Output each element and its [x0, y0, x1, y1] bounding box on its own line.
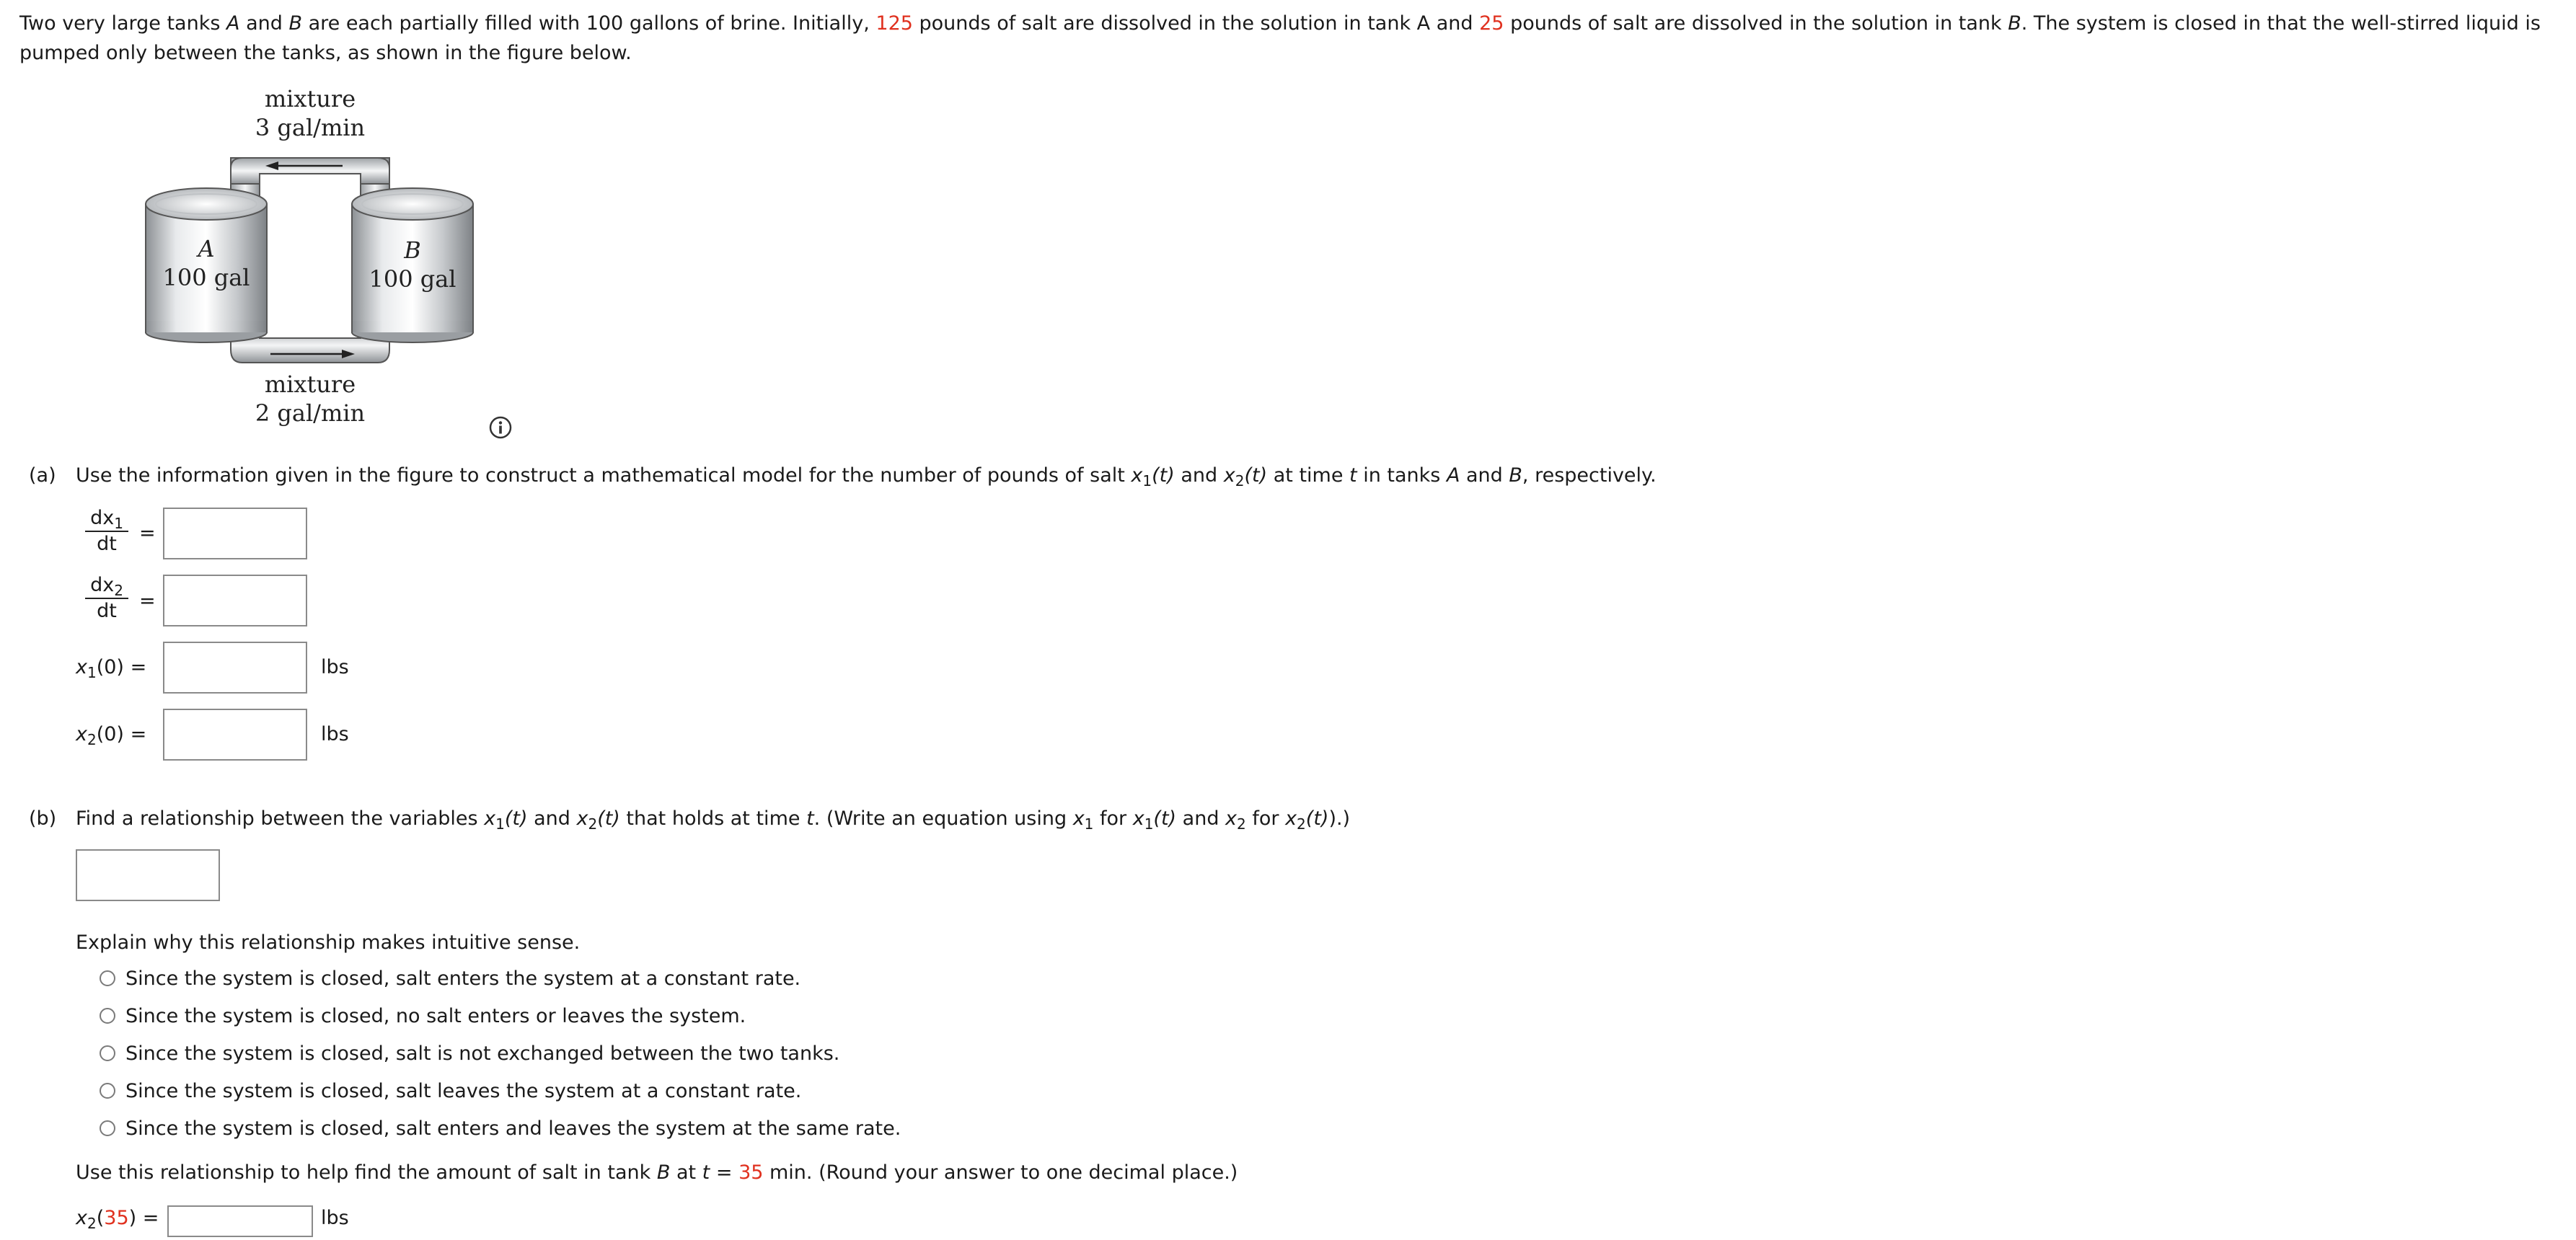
- part-b-label: (b): [29, 807, 57, 830]
- part-b-question: Find a relationship between the variables $x_1(t)$ and $x_2(t)$ that holds at time t. (Write an equation using $x_1$ for $x_1(t)$ and $x_2$ for $x_2(t)$).): [76, 807, 1351, 833]
- dx1-dt-fraction: $\frac{dx_1}{dt}$: [85, 506, 128, 557]
- radio-button[interactable]: [100, 1045, 115, 1061]
- initial-salt-a: 125: [875, 12, 913, 35]
- dx1-dt-input[interactable]: [163, 508, 307, 559]
- initial-salt-b: 25: [1479, 12, 1504, 35]
- x2-at-time-label: $x_2(35)$ =: [76, 1207, 159, 1232]
- radio-button[interactable]: [100, 970, 115, 986]
- top-flow-label: mixture 3 gal/min: [255, 85, 366, 141]
- option-not-exchanged[interactable]: Since the system is closed, salt is not exchanged between the two tanks.: [100, 1039, 839, 1068]
- info-icon[interactable]: [488, 415, 513, 440]
- problem-intro: Two very large tanks A and B are each partially filled with 100 gallons of brine. Initially, 125 pounds of salt are dissolved in the solution in tank A and 25 pounds of salt are dissolved in the solution in tank B. The system is closed in that the well-stirred liquid is pumped only between the tanks, as shown in the figure below.: [19, 12, 2541, 64]
- radio-button[interactable]: [100, 1120, 115, 1136]
- x1-initial-label: $x_1(0)$ =: [76, 656, 147, 681]
- dx2-dt-input[interactable]: [163, 575, 307, 626]
- tank-diagram: [137, 83, 483, 436]
- option-same-rate[interactable]: Since the system is closed, salt enters and leaves the system at the same rate.: [100, 1114, 901, 1143]
- tank-a-label: A 100 gal: [162, 235, 250, 291]
- x1-initial-input[interactable]: [163, 642, 307, 694]
- part-a-label: (a): [29, 464, 56, 487]
- relationship-input[interactable]: [76, 849, 220, 901]
- tank-b-label: B 100 gal: [369, 236, 456, 293]
- x2-initial-label: $x_2(0)$ =: [76, 723, 147, 748]
- radio-button[interactable]: [100, 1008, 115, 1024]
- time-value: 35: [738, 1161, 764, 1184]
- x2-initial-input[interactable]: [163, 709, 307, 761]
- x2-at-time-input[interactable]: [167, 1205, 313, 1237]
- use-relationship-prompt: Use this relationship to help find the amount of salt in tank B at t = 35 min. (Round your answer to one decimal place.): [76, 1161, 1238, 1184]
- option-constant-enter[interactable]: Since the system is closed, salt enters the system at a constant rate.: [100, 964, 800, 993]
- option-constant-leave[interactable]: Since the system is closed, salt leaves the system at a constant rate.: [100, 1076, 801, 1105]
- part-a-question: Use the information given in the figure to construct a mathematical model for the number of pounds of salt $x_1(t)$ and $x_2(t)$ at time t in tanks A and B, respectively.: [76, 464, 1657, 490]
- bottom-flow-label: mixture 2 gal/min: [255, 371, 366, 427]
- top-pipe: [231, 158, 389, 184]
- radio-button[interactable]: [100, 1083, 115, 1099]
- dx2-dt-fraction: $\frac{dx_2}{dt}$: [85, 573, 128, 624]
- option-no-salt-enters-leaves[interactable]: Since the system is closed, no salt enters or leaves the system.: [100, 1001, 746, 1030]
- explain-prompt: Explain why this relationship makes intuitive sense.: [76, 931, 581, 954]
